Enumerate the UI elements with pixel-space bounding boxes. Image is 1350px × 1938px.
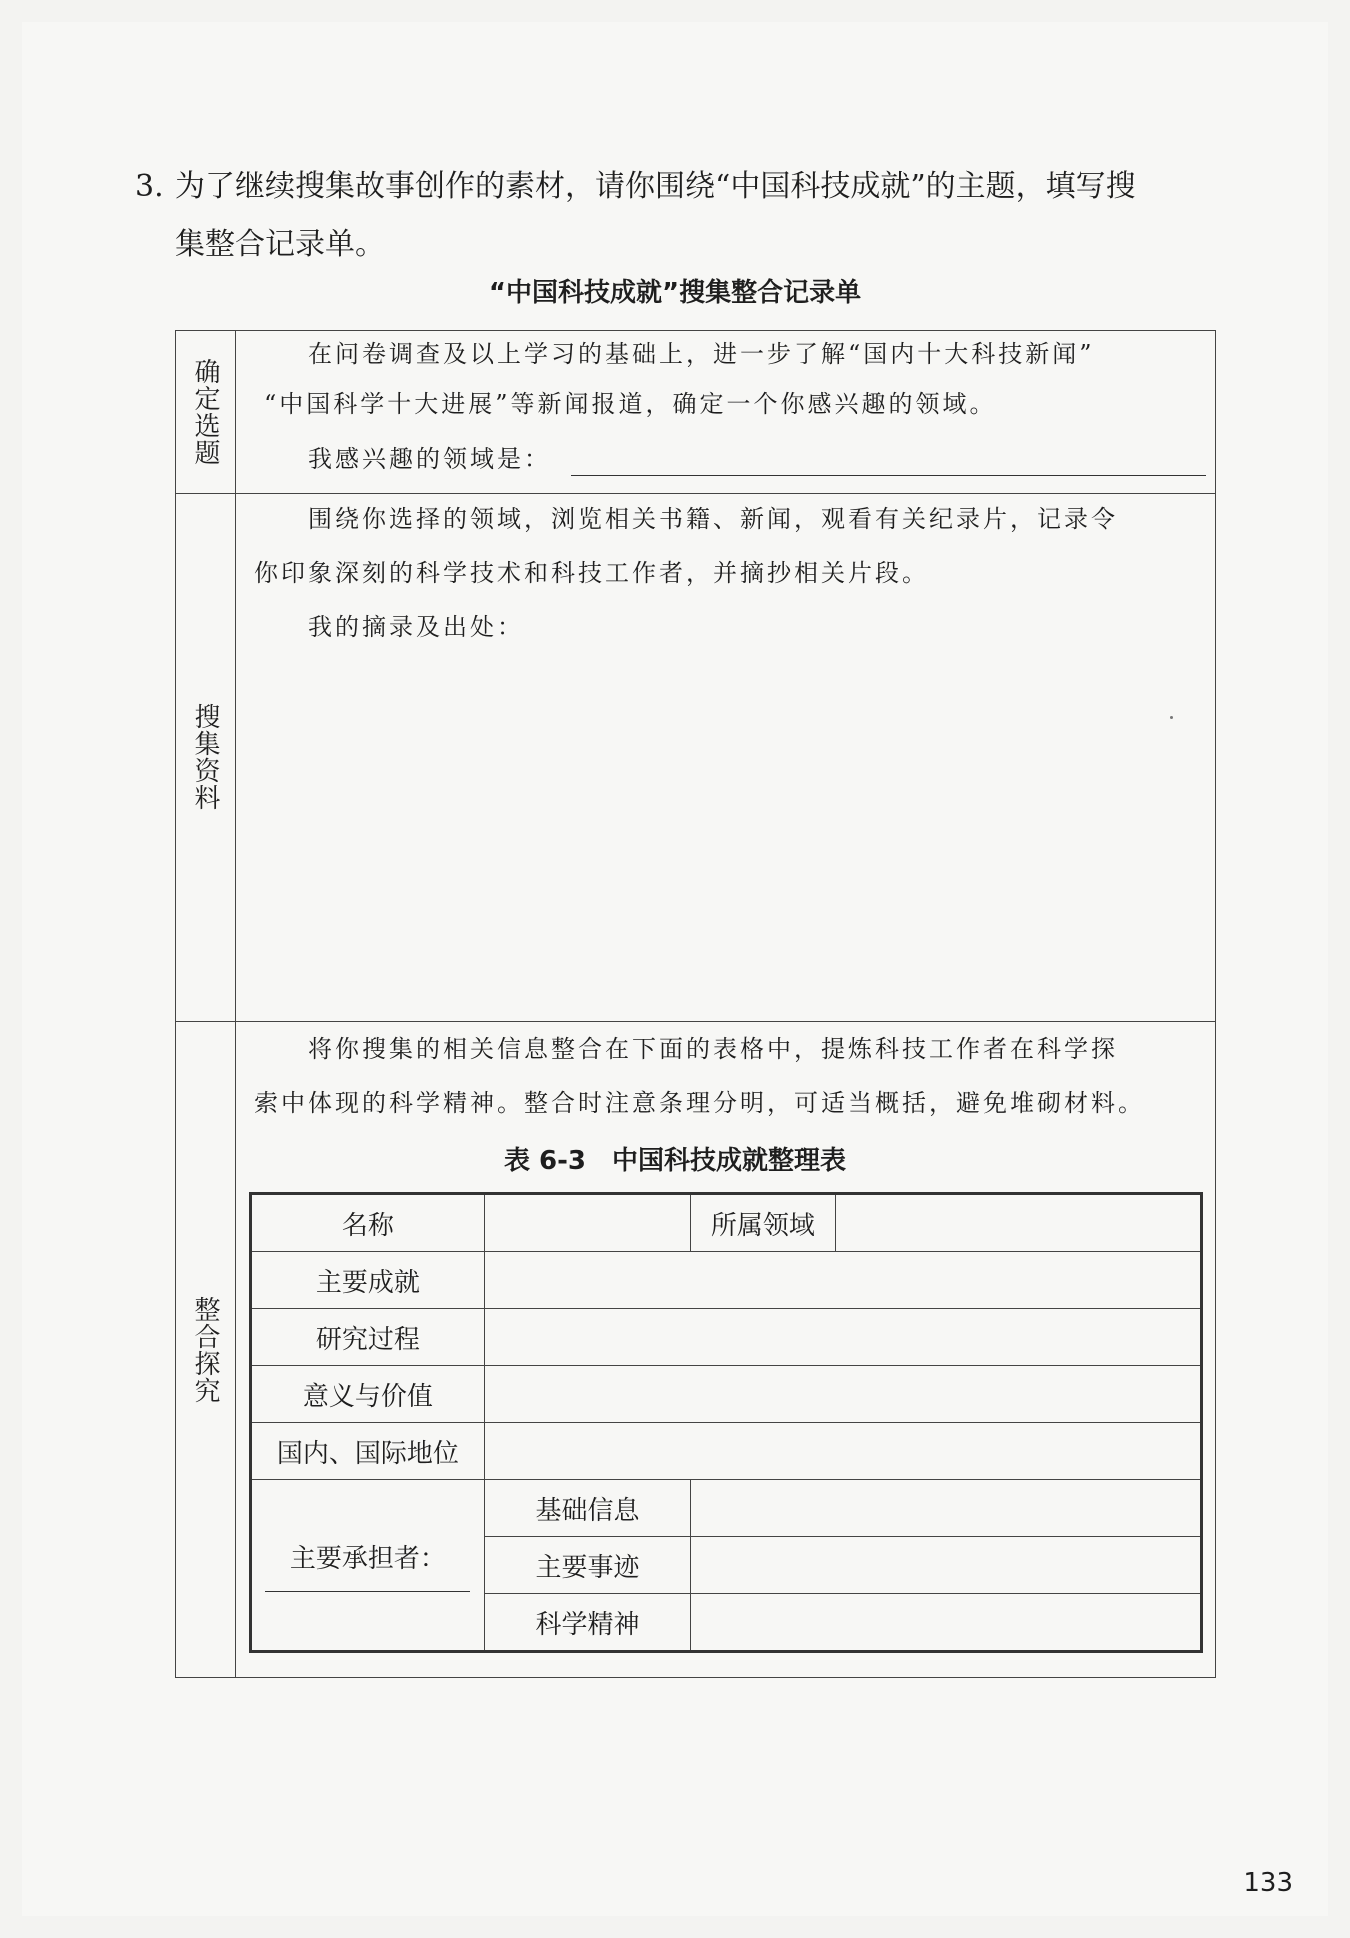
bearer-cell[interactable] <box>251 1480 485 1652</box>
table-title: 表 6-3 中国科技成就整理表 <box>503 1146 847 1176</box>
section-label-collect: 搜集资料 <box>190 703 220 811</box>
table-row <box>251 1252 1202 1309</box>
label-column-divider <box>235 331 236 1677</box>
page-number: 133 <box>1243 1868 1293 1898</box>
row-label-name: 名称 <box>251 1194 485 1252</box>
topic-instruction-line2: “中国科学十大进展”等新闻报道，确定一个你感兴趣的领域。 <box>264 390 997 418</box>
topic-prompt: 我感兴趣的领域是： <box>308 445 551 473</box>
row-label-bearer: 主要承担者： <box>289 1544 446 1574</box>
integrate-instruction-line2: 索中体现的科学精神。整合时注意条理分明，可适当概括，避免堆砌材料。 <box>254 1089 1145 1117</box>
sheet-title: “中国科技成就”搜集整合记录单 <box>488 278 862 308</box>
question-number: 3. <box>135 169 164 204</box>
significance-input-cell[interactable] <box>484 1366 1201 1423</box>
spirit-input-cell[interactable] <box>691 1594 1202 1652</box>
section-label-integrate: 整合探究 <box>190 1296 220 1404</box>
topic-answer-line[interactable] <box>571 475 1206 476</box>
topic-instruction-line1: 在问卷调查及以上学习的基础上，进一步了解“国内十大科技新闻” <box>308 340 1095 368</box>
row-label-significance: 意义与价值 <box>251 1366 485 1423</box>
scan-speck <box>1170 716 1173 719</box>
row-label-deeds: 主要事迹 <box>484 1537 690 1594</box>
collect-instruction-line2: 你印象深刻的科学技术和科技工作者，并摘抄相关片段。 <box>254 559 929 587</box>
integrate-instruction-line1: 将你搜集的相关信息整合在下面的表格中，提炼科技工作者在科学探 <box>308 1035 1118 1063</box>
process-input-cell[interactable] <box>484 1309 1201 1366</box>
collect-instruction-line1: 围绕你选择的领域，浏览相关书籍、新闻，观看有关纪录片，记录令 <box>308 505 1118 533</box>
status-input-cell[interactable] <box>484 1423 1201 1480</box>
deeds-input-cell[interactable] <box>691 1537 1202 1594</box>
table-row <box>251 1194 1202 1252</box>
section-label-topic: 确定选题 <box>190 358 220 466</box>
basic-info-input-cell[interactable] <box>691 1480 1202 1537</box>
question-text-line2: 集整合记录单。 <box>175 227 385 262</box>
table-row <box>251 1480 1202 1537</box>
field-input-cell[interactable] <box>835 1194 1201 1252</box>
row-label-field: 所属领域 <box>691 1194 835 1252</box>
bearer-answer-line[interactable] <box>265 1591 470 1592</box>
table-row <box>251 1423 1202 1480</box>
table-row <box>251 1309 1202 1366</box>
question-text-line1: 为了继续搜集故事创作的素材，请你围绕“中国科技成就”的主题，填写搜 <box>175 169 1136 204</box>
row-label-process: 研究过程 <box>251 1309 485 1366</box>
achievement-table <box>249 1192 1203 1653</box>
row-label-basic-info: 基础信息 <box>484 1480 690 1537</box>
row-label-spirit: 科学精神 <box>484 1594 690 1652</box>
row-label-achievement: 主要成就 <box>251 1252 485 1309</box>
table-row <box>251 1366 1202 1423</box>
row-label-status: 国内、国际地位 <box>251 1423 485 1480</box>
name-input-cell[interactable] <box>484 1194 690 1252</box>
collect-prompt: 我的摘录及出处： <box>308 613 524 641</box>
achievement-input-cell[interactable] <box>484 1252 1201 1309</box>
